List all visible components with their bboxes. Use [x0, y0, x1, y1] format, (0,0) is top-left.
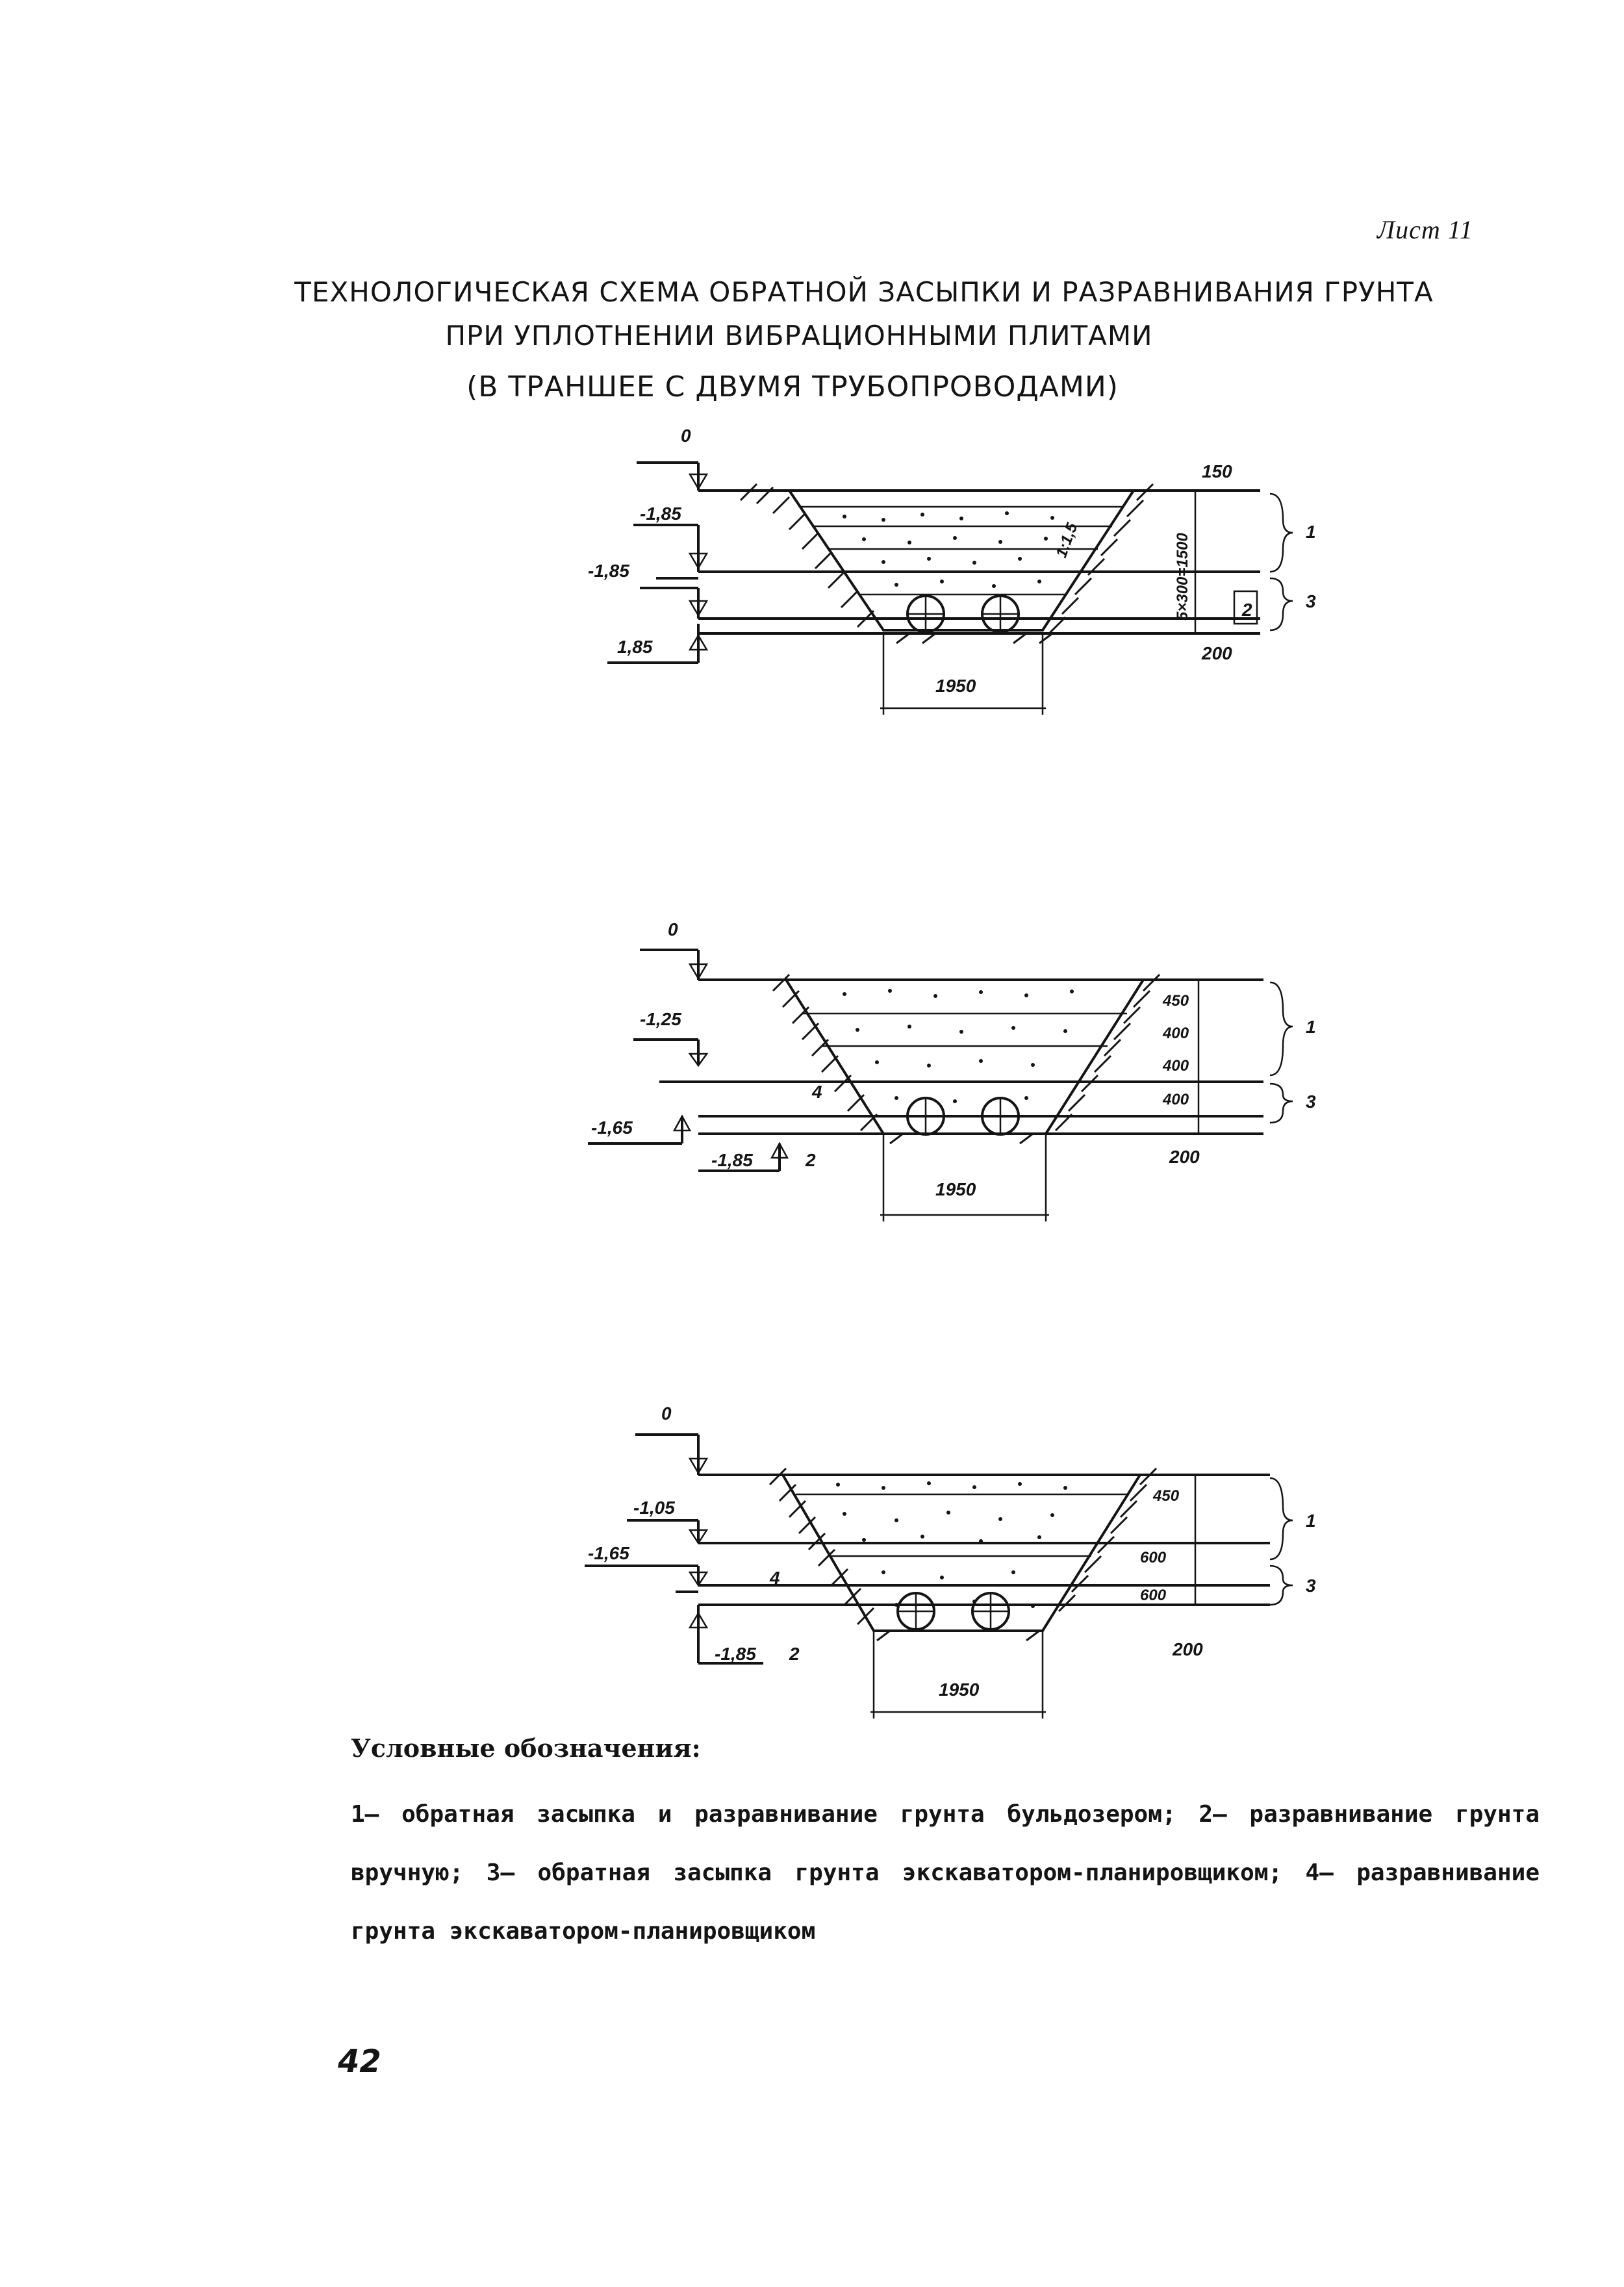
title-line-2: ПРИ УПЛОТНЕНИИ ВИБРАЦИОННЫМИ ПЛИТАМИ: [445, 320, 1153, 351]
d3-layer-2: 600: [1140, 1549, 1167, 1566]
d3-layer-1: 450: [1153, 1487, 1180, 1505]
d2-zone-3: 3: [1306, 1092, 1316, 1112]
page-number: 42: [338, 2043, 381, 2080]
d1-bracket-1: [1270, 494, 1293, 572]
d3-right-dim: 200: [1173, 1639, 1203, 1659]
d2-bottom-width: 1950: [935, 1179, 976, 1199]
d3-zone-4: 4: [770, 1568, 780, 1588]
d3-layer-3: 600: [1140, 1587, 1167, 1604]
d1-zone-2: 2: [1242, 600, 1252, 620]
d3-bottom-width: 1950: [939, 1680, 980, 1700]
d3-zone-2: 2: [789, 1644, 800, 1664]
d2-layer-3: 400: [1163, 1057, 1189, 1075]
d3-level-1: -1,05: [633, 1498, 675, 1518]
d2-layer-2: 400: [1163, 1025, 1189, 1042]
d3-trench: [783, 1475, 1140, 1631]
d3-fill-dots: [836, 1481, 1067, 1608]
d2-level-2: -1,65: [591, 1118, 633, 1138]
d3-bracket-1: [1270, 1478, 1293, 1559]
d2-top-mark: 0: [668, 919, 678, 939]
d2-slope-hatching: [773, 975, 1160, 1144]
d3-top-mark: 0: [661, 1403, 672, 1424]
legend-text: 1– обратная засыпка и разравнивание грунта бульдозером; 2– разравнивание грунта вручную; 3– обратная засыпка грунта экскаватором-планировщиком; 4– разравнивание грунта экскаватором-планировщиком: [351, 1801, 1540, 1945]
d1-level-1: -1,85: [640, 504, 681, 524]
legend-title: Условные обозначения:: [351, 1733, 701, 1763]
d3-zone-3: 3: [1306, 1576, 1316, 1596]
d2-bracket-3: [1270, 1084, 1293, 1123]
title-line-3: (В ТРАНШЕЕ С ДВУМЯ ТРУБОПРОВОДАМИ): [466, 370, 1119, 403]
d2-zone-4: 4: [812, 1082, 822, 1102]
d2-trench: [786, 980, 1143, 1134]
title-line-1: ТЕХНОЛОГИЧЕСКАЯ СХЕМА ОБРАТНОЙ ЗАСЫПКИ И РАЗРАВНИВАНИЯ ГРУНТА: [294, 276, 1434, 308]
d1-level-2: -1,85: [588, 561, 629, 581]
d1-side-dim: 5×300=1500: [1174, 533, 1191, 620]
d1-layer-150: 150: [1202, 461, 1232, 481]
d2-zone-2: 2: [806, 1150, 816, 1170]
d2-layer-4: 400: [1163, 1091, 1189, 1108]
d2-level-3: -1,85: [711, 1150, 753, 1170]
d2-level-1: -1,25: [640, 1009, 681, 1029]
diagram-1: [588, 426, 1316, 715]
d3-level-2: -1,65: [588, 1543, 629, 1563]
d1-slope-label: 1:1,5: [1052, 520, 1082, 561]
d1-bracket-3: [1270, 578, 1293, 630]
d1-top-mark: 0: [681, 426, 691, 446]
d2-zone-1: 1: [1306, 1017, 1316, 1037]
sheet-label: Лист 11: [1377, 215, 1473, 244]
d1-zone-1: 1: [1306, 522, 1316, 542]
d1-trench: [789, 491, 1134, 630]
d2-bracket-1: [1270, 982, 1293, 1075]
d2-layer-1: 450: [1163, 992, 1189, 1010]
d3-zone-1: 1: [1306, 1511, 1316, 1531]
diagram-2: [588, 919, 1316, 1221]
d3-bracket-3: [1270, 1566, 1293, 1605]
d1-level-3: 1,85: [617, 637, 653, 657]
d2-right-dim: 200: [1169, 1147, 1200, 1167]
d1-bottom-width: 1950: [935, 676, 976, 696]
d3-level-3: -1,85: [715, 1644, 756, 1664]
d1-right-dim: 200: [1202, 643, 1232, 663]
d1-zone-3: 3: [1306, 591, 1316, 611]
diagram-3: [585, 1403, 1316, 1718]
